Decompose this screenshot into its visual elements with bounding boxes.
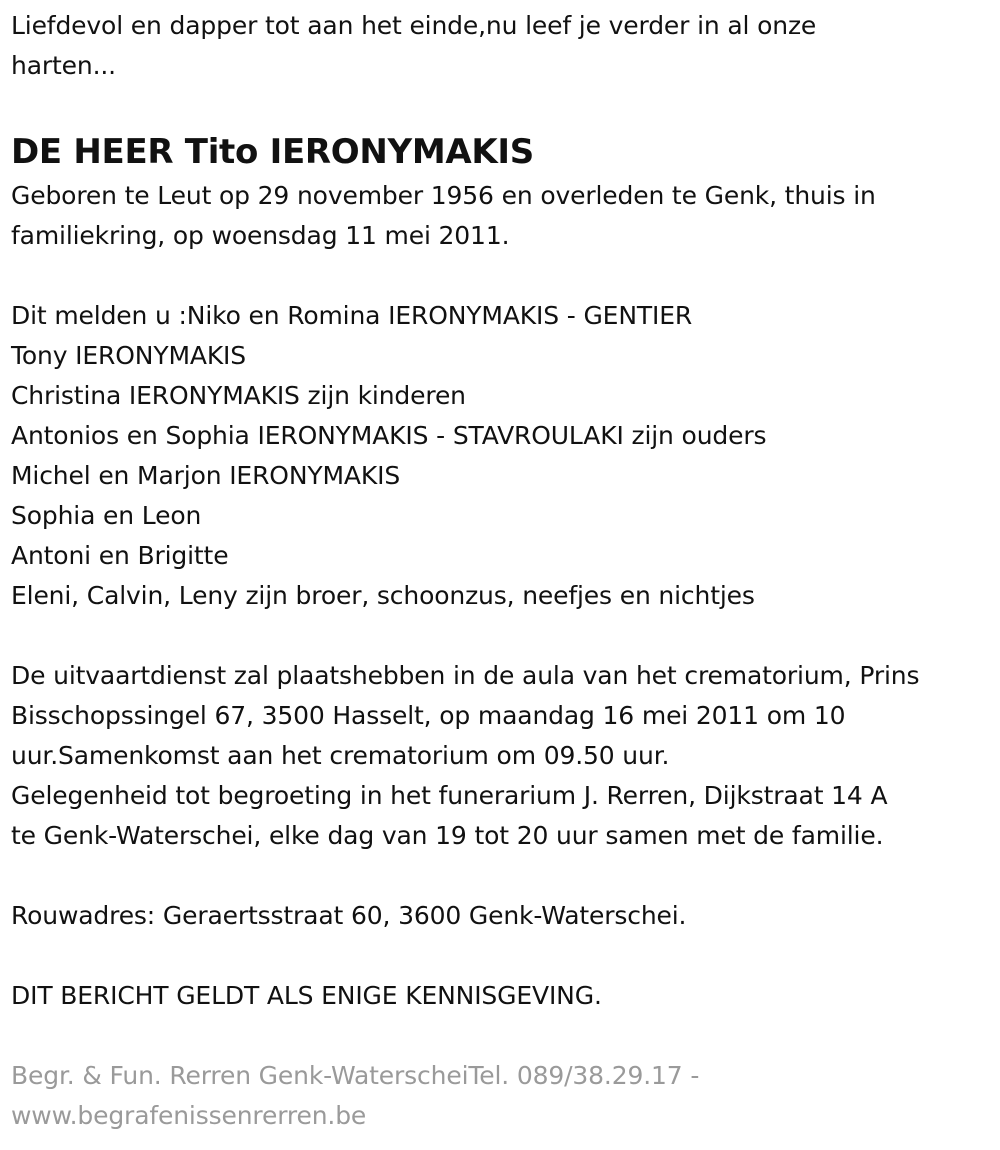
spacer (11, 1016, 996, 1056)
family-line: Eleni, Calvin, Leny zijn broer, schoonzus, neefjes en nichtjes (11, 581, 755, 610)
birth-line: Geboren te Leut op 29 november 1956 en overleden te Genk, thuis in (11, 181, 876, 210)
service-line: uur.Samenkomst aan het crematorium om 09.50 uur. (11, 741, 670, 770)
family-line: Antonios en Sophia IERONYMAKIS - STAVROULAKI zijn ouders (11, 421, 767, 450)
family-line: Christina IERONYMAKIS zijn kinderen (11, 381, 466, 410)
birth-line: familiekring, op woensdag 11 mei 2011. (11, 221, 510, 250)
service-line: Gelegenheid tot begroeting in het funerarium J. Rerren, Dijkstraat 14 A (11, 781, 888, 810)
service-line: De uitvaartdienst zal plaatshebben in de aula van het crematorium, Prins (11, 661, 920, 690)
deceased-name-title: DE HEER Tito IERONYMAKIS (11, 132, 534, 172)
birth-death-info (11, 176, 996, 256)
intro-quote (11, 6, 996, 86)
spacer (11, 256, 996, 296)
mourning-address: Rouwadres: Geraertsstraat 60, 3600 Genk-Waterschei. (11, 901, 687, 930)
footer-line: Begr. & Fun. Rerren Genk-WaterscheiTel. 089/38.29.17 - (11, 1061, 700, 1090)
family-line: Dit melden u :Niko en Romina IERONYMAKIS - GENTIER (11, 301, 693, 330)
spacer (11, 936, 996, 976)
funeral-service-info (11, 656, 996, 856)
family-line: Antoni en Brigitte (11, 541, 229, 570)
spacer (11, 616, 996, 656)
family-line: Michel en Marjon IERONYMAKIS (11, 461, 401, 490)
notice-statement: DIT BERICHT GELDT ALS ENIGE KENNISGEVING. (11, 981, 602, 1010)
family-line: Sophia en Leon (11, 501, 202, 530)
family-list (11, 296, 996, 616)
intro-line: Liefdevol en dapper tot aan het einde,nu leef je verder in al onze (11, 11, 817, 40)
funeral-home-footer (11, 1056, 996, 1136)
service-line: te Genk-Waterschei, elke dag van 19 tot 20 uur samen met de familie. (11, 821, 884, 850)
spacer (11, 856, 996, 896)
family-line: Tony IERONYMAKIS (11, 341, 247, 370)
intro-line: harten... (11, 51, 116, 80)
service-line: Bisschopssingel 67, 3500 Hasselt, op maandag 16 mei 2011 om 10 (11, 701, 846, 730)
footer-website-link[interactable]: www.begrafenissenrerren.be (11, 1101, 367, 1130)
obituary-notice (11, 0, 996, 1136)
